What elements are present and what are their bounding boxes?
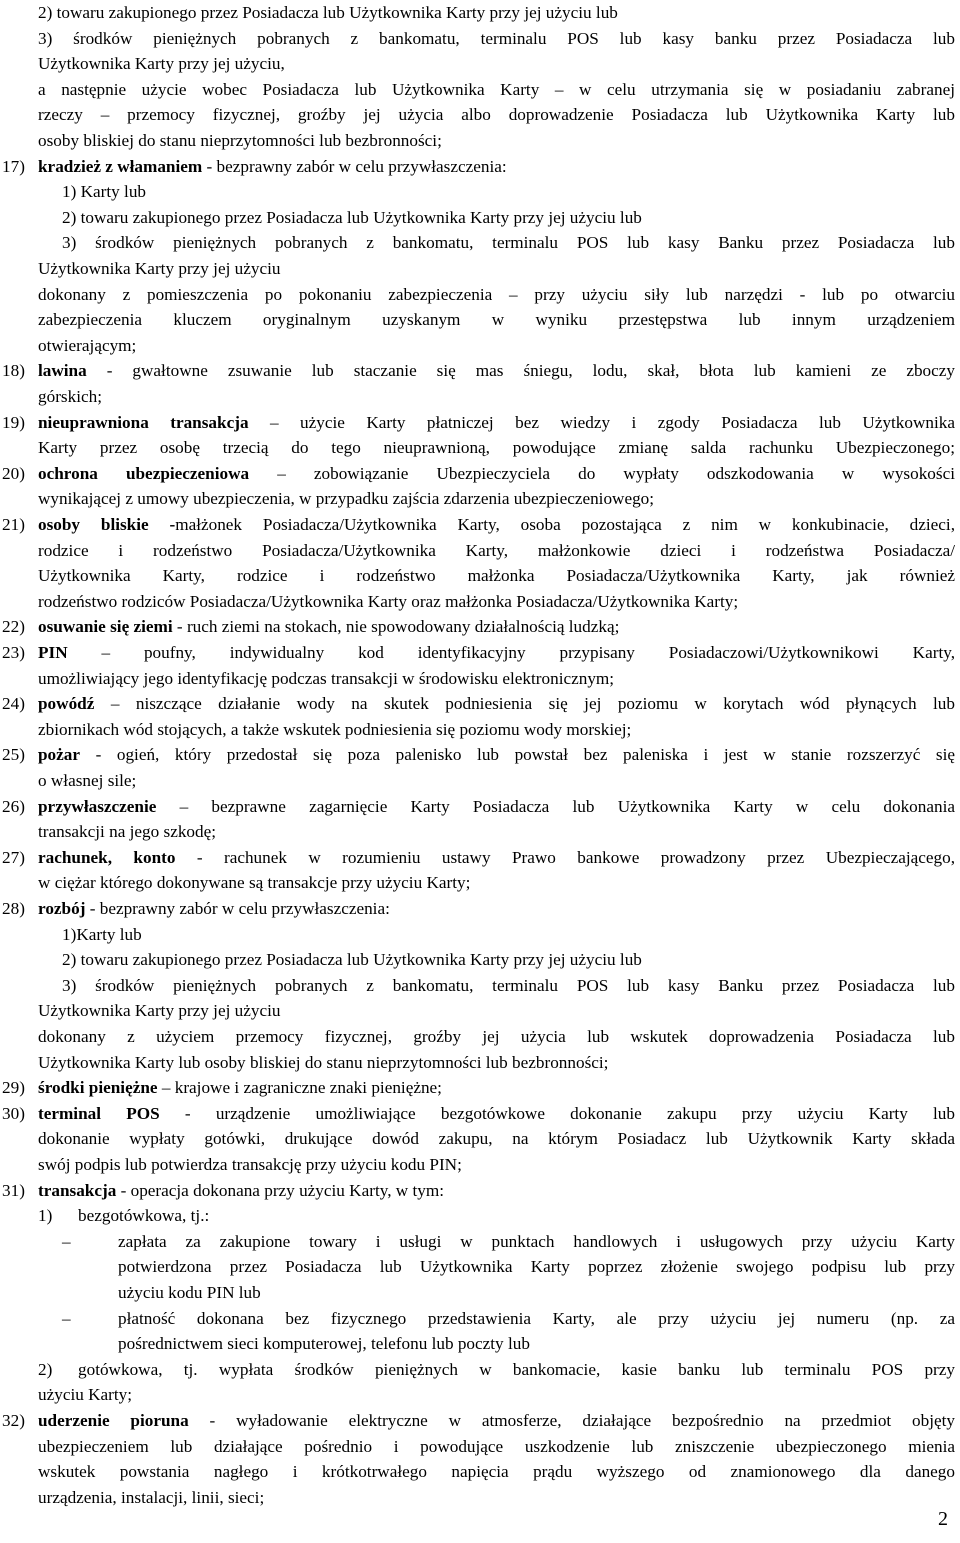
- line-text: [38, 1024, 955, 1050]
- line-text: [38, 640, 955, 666]
- line-text: [38, 154, 507, 180]
- definition-text: 3) środków pieniężnych pobranych z bankomatu, terminalu POS lub kasy Banku przez Posiadacza lub: [62, 975, 955, 995]
- definition-text: umożliwiający jego identyfikację podczas transakcji w środowisku elektronicznym;: [38, 668, 615, 688]
- line-text: [38, 794, 955, 820]
- definition-text: – użycie Karty płatniczej bez wiedzy i zgody Posiadacza lub Użytkownika: [248, 412, 956, 432]
- line-text: [38, 666, 614, 692]
- line-text: [38, 307, 955, 333]
- definition-text: 3) środków pieniężnych pobranych z bankomatu, terminalu POS lub kasy Banku przez Posiadacza lub: [62, 233, 955, 253]
- line-text: [38, 77, 955, 103]
- item-number: 22): [2, 617, 25, 637]
- term: pożar: [38, 745, 81, 765]
- definition-text: - bezprawny zabór w celu przywłaszczenia:: [85, 899, 390, 918]
- definition-text: pośrednictwem sieci komputerowej, telefonu lub poczty lub: [118, 1334, 530, 1354]
- definition-text: płatność dokonana bez fizycznego przedstawienia Karty, ale przy użyciu jej numeru (np. za: [118, 1308, 955, 1328]
- item-number: 28): [2, 899, 25, 918]
- item-number: 20): [2, 463, 25, 483]
- line-text: [38, 870, 470, 896]
- term: uderzenie pioruna: [38, 1411, 189, 1430]
- definition-text: o własnej sile;: [38, 771, 137, 790]
- line-text: [78, 1357, 955, 1383]
- line-text: [38, 819, 216, 845]
- definition-text: dokonany z pomieszczenia po pokonaniu zabezpieczenia – przy użyciu siły lub narzędzi - lub po otwarciu: [38, 284, 955, 304]
- line-text: [38, 410, 955, 436]
- definition-text: Użytkownika Karty przy jej użyciu,: [38, 54, 285, 74]
- definition-text: a następnie użycie wobec Posiadacza lub Użytkownika Karty – w celu utrzymania się w posiadaniu zabranej: [38, 79, 955, 99]
- item-number: –: [62, 1308, 71, 1328]
- item-number: 21): [2, 515, 25, 534]
- line-text: [78, 1203, 209, 1229]
- term: terminal POS: [38, 1103, 160, 1123]
- item-number: 26): [2, 796, 25, 816]
- line-text: [38, 26, 955, 52]
- line-text: [38, 998, 280, 1024]
- line-text: [38, 845, 955, 871]
- definition-text: górskich;: [38, 387, 102, 406]
- line-text: [38, 128, 442, 154]
- item-number: 17): [2, 156, 25, 176]
- item-number: 27): [2, 847, 25, 867]
- definition-text: 2) towaru zakupionego przez Posiadacza lub Użytkownika Karty przy jej użyciu lub: [62, 207, 642, 227]
- line-text: [38, 691, 955, 717]
- item-number: 24): [2, 694, 25, 714]
- item-number: 18): [2, 361, 25, 381]
- definition-text: dokonanie wypłaty gotówki, drukujące dowód zakupu, na którym Posiadacz lub Użytkownik Karty składa: [38, 1129, 955, 1149]
- line-text: [118, 1280, 261, 1306]
- line-text: [38, 0, 618, 26]
- item-number: 31): [2, 1180, 25, 1200]
- definition-text: w ciężar którego dokonywane są transakcje przy użyciu Karty;: [38, 873, 471, 893]
- item-number: 25): [2, 745, 25, 765]
- definition-text: - ogień, który przedostał się poza palenisko lub powstał bez paleniska i jest w stanie rozszerzyć się: [80, 745, 955, 765]
- definition-text: użyciu kodu PIN lub: [118, 1283, 261, 1302]
- definition-text: małżonek Posiadacza/Użytkownika Karty, osoba pozostająca z nim w konkubinacie, dzieci,: [175, 515, 955, 534]
- item-number: 2): [38, 1359, 53, 1379]
- line-text: [118, 1306, 955, 1332]
- definition-text: transakcji na jego szkodę;: [38, 822, 217, 842]
- definition-text: 1) Karty lub: [62, 182, 147, 202]
- line-text: [38, 384, 102, 410]
- term: transakcja: [38, 1180, 117, 1200]
- definition-text: 1)Karty lub: [62, 924, 142, 944]
- page-number: 2: [938, 1508, 948, 1530]
- line-text: [38, 1382, 132, 1408]
- definition-text: rodzice i rodzeństwo Posiadacza/Użytkownika Karty, małżonkowie dzieci i rodzeństwa Posiadacza/: [38, 540, 955, 560]
- line-text: [38, 589, 738, 615]
- definition-text: - urządzenie umożliwiające bezgotówkowe dokonanie zakupu przy użyciu Karty lub: [159, 1103, 955, 1123]
- term: lawina: [38, 361, 87, 381]
- definition-text: bezgotówkowa, tj.:: [78, 1206, 210, 1226]
- line-text: [38, 768, 136, 794]
- item-number: 29): [2, 1078, 25, 1098]
- item-number: 23): [2, 643, 25, 662]
- term: przywłaszczenie: [38, 796, 157, 816]
- line-text: [62, 947, 642, 973]
- definition-text: użyciu Karty;: [38, 1385, 133, 1405]
- item-number: 1): [38, 1206, 53, 1226]
- line-text: [38, 614, 619, 640]
- definition-text: – zobowiązanie Ubezpieczyciela do wypłaty odszkodowania w wysokości: [249, 463, 955, 483]
- definition-text: - ruch ziemi na stokach, nie spowodowany działalnością ludzką;: [172, 617, 620, 637]
- line-text: [38, 1408, 955, 1434]
- line-text: [38, 1178, 444, 1204]
- definition-text: dokonany z użyciem przemocy fizycznej, groźby jej użycia lub wskutek doprowadzenia Posiadacza lub: [38, 1027, 955, 1046]
- definition-text: 2) towaru zakupionego przez Posiadacza lub Użytkownika Karty przy jej użyciu lub: [62, 950, 642, 970]
- line-text: [38, 256, 280, 282]
- definition-text: urządzenia, instalacji, linii, sieci;: [38, 1487, 265, 1507]
- item-number: 30): [2, 1103, 25, 1123]
- definition-text: - bezprawny zabór w celu przywłaszczenia:: [202, 156, 507, 176]
- definition-text: – bezprawne zagarnięcie Karty Posiadacza lub Użytkownika Karty w celu dokonania: [156, 796, 955, 816]
- definition-text: rzeczy – przemocy fizycznej, groźby jej użycia albo doprowadzenie Posiadacza lub Użytkownika Karty lub: [38, 105, 955, 125]
- line-text: [38, 461, 955, 487]
- term: osoby bliskie -: [38, 515, 176, 534]
- term: rachunek, konto: [38, 847, 176, 867]
- line-text: [62, 205, 642, 231]
- definition-text: Użytkownika Karty, rodzice i rodzeństwo małżonka Posiadacza/Użytkownika Karty, jak również: [38, 566, 955, 586]
- line-text: [118, 1254, 955, 1280]
- term: osuwanie się ziemi: [38, 617, 173, 637]
- line-text: [38, 1434, 955, 1460]
- definition-text: swój podpis lub potwierdza transakcję przy użyciu kodu PIN;: [38, 1155, 462, 1174]
- item-number: –: [62, 1231, 71, 1251]
- line-text: [38, 1050, 608, 1076]
- definition-text: osoby bliskiej do stanu nieprzytomności lub bezbronności;: [38, 131, 442, 150]
- line-text: [38, 102, 955, 128]
- item-number: 19): [2, 412, 25, 432]
- definition-text: Użytkownika Karty lub osoby bliskiej do stanu nieprzytomności lub bezbronności;: [38, 1052, 609, 1072]
- line-text: [38, 282, 955, 308]
- definition-text: - rachunek w rozumieniu ustawy Prawo bankowe prowadzony przez Ubezpieczającego,: [175, 847, 955, 867]
- line-text: [38, 435, 955, 461]
- definition-text: – poufny, indywidualny kod identyfikacyjny przypisany Posiadaczowi/Użytkownikowi Karty,: [67, 643, 955, 662]
- line-text: [38, 896, 390, 922]
- line-text: [62, 230, 955, 256]
- definition-text: - operacja dokonana przy użyciu Karty, w tym:: [116, 1180, 445, 1200]
- line-text: [38, 717, 631, 743]
- definition-text: ubezpieczeniem lub działające pośrednio i powodujące uszkodzenie lub zniszczenie ubezpieczonego mienia: [38, 1436, 955, 1456]
- definition-text: Karty przez osobę trzecią do tego nieuprawnioną, powodujące zmianę salda rachunku Ubezpieczonego;: [38, 438, 955, 458]
- term: środki pieniężne: [38, 1078, 158, 1098]
- definition-text: 2) towaru zakupionego przez Posiadacza lub Użytkownika Karty przy jej użyciu lub: [38, 3, 618, 22]
- definition-text: 3) środków pieniężnych pobranych z bankomatu, terminalu POS lub kasy banku przez Posiadacza lub: [38, 28, 955, 48]
- definition-text: Użytkownika Karty przy jej użyciu: [38, 259, 281, 278]
- term: kradzież z włamaniem: [38, 156, 203, 176]
- line-text: [38, 1075, 442, 1101]
- definition-text: rodzeństwo rodziców Posiadacza/Użytkownika Karty oraz małżonka Posiadacza/Użytkownika Karty;: [38, 591, 739, 611]
- line-text: [118, 1331, 530, 1357]
- definition-text: zabezpieczenia kluczem oryginalnym uzyskanym w wyniku przestępstwa lub innym urządzeniem: [38, 310, 955, 330]
- item-number: 32): [2, 1411, 25, 1430]
- line-text: [62, 179, 146, 205]
- line-text: [38, 512, 955, 538]
- definition-text: - wyładowanie elektryczne w atmosferze, działające bezpośrednio na przedmiot objęty: [188, 1411, 955, 1430]
- line-text: [62, 922, 142, 948]
- definition-text: – niszczące działanie wody na skutek podniesienia się jej poziomu w korytach wód płynących lub: [94, 694, 955, 714]
- definition-text: wskutek powstania nagłego i krótkotrwałego napięcia prądu wyższego od znamionowego dla danego: [38, 1462, 955, 1482]
- line-text: [38, 333, 136, 359]
- definition-text: potwierdzona przez Posiadacza lub Użytkownika Karty poprzez złożenie swojego podpisu lub przy: [118, 1257, 955, 1277]
- term: nieuprawniona transakcja: [38, 412, 249, 432]
- line-text: [38, 1152, 462, 1178]
- term: rozbój: [38, 899, 86, 918]
- line-text: [38, 742, 955, 768]
- line-text: [38, 358, 955, 384]
- line-text: [62, 973, 955, 999]
- definition-text: - gwałtowne zsuwanie lub staczanie się mas śniegu, lodu, skał, błota lub kamieni ze zboczy: [86, 361, 955, 381]
- definition-text: gotówkowa, tj. wypłata środków pieniężnych w bankomacie, kasie banku lub terminalu POS przy: [78, 1359, 955, 1379]
- line-text: [38, 51, 285, 77]
- line-text: [38, 1485, 264, 1511]
- line-text: [38, 563, 955, 589]
- line-text: [38, 1459, 955, 1485]
- term: PIN: [38, 643, 68, 662]
- term: powódź: [38, 694, 95, 714]
- line-text: [38, 538, 955, 564]
- term: ochrona ubezpieczeniowa: [38, 463, 250, 483]
- definition-text: zbiornikach wód stojących, a także wskutek podniesienia się poziomu wody morskiej;: [38, 719, 632, 739]
- definition-text: Użytkownika Karty przy jej użyciu: [38, 1001, 281, 1021]
- line-text: [38, 1126, 955, 1152]
- definition-text: zapłata za zakupione towary i usługi w punktach handlowych i usługowych przy użyciu Karty: [118, 1231, 955, 1251]
- line-text: [118, 1229, 955, 1255]
- definition-text: – krajowe i zagraniczne znaki pieniężne;: [157, 1078, 442, 1098]
- line-text: [38, 486, 654, 512]
- definition-text: wynikającej z umowy ubezpieczenia, w przypadku zajścia zdarzenia ubezpieczeniowego;: [38, 489, 655, 509]
- line-text: [38, 1101, 955, 1127]
- definition-text: otwierającym;: [38, 335, 137, 355]
